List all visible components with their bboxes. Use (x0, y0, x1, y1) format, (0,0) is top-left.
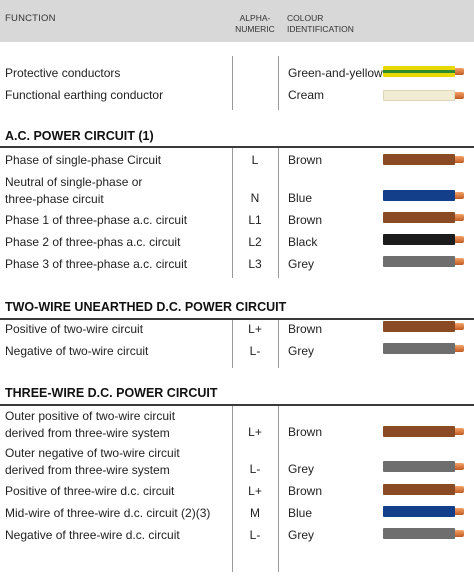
section-divider (0, 318, 474, 320)
brown-wire-icon (383, 212, 463, 223)
colour-cell: Grey (288, 344, 315, 358)
code-cell: L- (249, 528, 261, 542)
function-cell: Negative of two-wire circuit (5, 344, 149, 358)
function-cell: Phase 2 of three-phas a.c. circuit (5, 235, 181, 249)
column-divider (278, 318, 279, 368)
header-function: FUNCTION (5, 13, 56, 24)
table-header (0, 0, 474, 42)
header-alpha-line2: NUMERIC (235, 24, 275, 34)
code-cell: L+ (248, 425, 262, 439)
function-line: Outer negative of two-wire circuit (5, 446, 180, 460)
column-divider (232, 146, 233, 278)
column-divider (278, 56, 279, 110)
function-cell: Positive of three-wire d.c. circuit (5, 484, 175, 498)
function-cell: Positive of two-wire circuit (5, 322, 144, 336)
column-divider (232, 318, 233, 368)
colour-cell: Blue (288, 506, 313, 520)
code-cell: L1 (248, 213, 262, 227)
grey-wire-icon (383, 528, 463, 539)
colour-cell: Black (288, 235, 318, 249)
function-line: derived from three-wire system (5, 462, 170, 477)
grey-wire-icon (383, 343, 463, 354)
function-cell: Mid-wire of three-wire d.c. circuit (2)(3) (5, 506, 211, 520)
function-cell: Negative of three-wire d.c. circuit (5, 528, 180, 542)
header-alphanumeric (233, 13, 277, 35)
code-cell: L+ (248, 322, 262, 336)
brown-wire-icon (383, 426, 463, 437)
function-cell (5, 174, 142, 207)
colour-cell: Brown (288, 484, 323, 498)
code-cell: L (251, 153, 259, 167)
colour-cell: Grey (288, 257, 315, 271)
grey-wire-icon (383, 461, 463, 472)
section-title-dc2: TWO-WIRE UNEARTHED D.C. POWER CIRCUIT (5, 300, 287, 314)
brown-wire-icon (383, 321, 463, 332)
code-cell: L- (249, 344, 261, 358)
section-divider (0, 146, 474, 148)
colour-cell: Brown (288, 153, 323, 167)
code-cell: N (250, 191, 260, 205)
header-alpha-line1: ALPHA- (239, 13, 271, 23)
cream-wire-icon (383, 90, 463, 101)
blue-wire-icon (383, 506, 463, 517)
colour-cell: Grey (288, 528, 315, 542)
code-cell: M (250, 506, 260, 520)
colour-cell: Brown (288, 425, 323, 439)
section-divider (0, 404, 474, 406)
function-line: Neutral of single-phase or (5, 175, 143, 189)
function-cell (5, 445, 180, 478)
colour-cell: Green-and-yellow (288, 66, 383, 80)
black-wire-icon (383, 234, 463, 245)
function-cell: Protective conductors (5, 66, 121, 80)
function-cell: Phase 1 of three-phase a.c. circuit (5, 213, 188, 227)
brown-wire-icon (383, 484, 463, 495)
column-divider (278, 146, 279, 278)
function-line: derived from three-wire system (5, 425, 170, 440)
colour-cell: Brown (288, 322, 323, 336)
colour-cell: Grey (288, 462, 315, 476)
header-colour-line1: COLOUR (287, 13, 324, 23)
section-title-ac: A.C. POWER CIRCUIT (1) (5, 129, 154, 143)
function-line: Outer positive of two-wire circuit (5, 409, 176, 423)
code-cell: L3 (248, 257, 262, 271)
section-title-dc3: THREE-WIRE D.C. POWER CIRCUIT (5, 386, 218, 400)
colour-cell: Blue (288, 191, 313, 205)
column-divider (278, 404, 279, 572)
function-cell: Functional earthing conductor (5, 88, 164, 102)
function-line: three-phase circuit (5, 191, 104, 206)
function-cell: Phase of single-phase Circuit (5, 153, 162, 167)
colour-cell: Cream (288, 88, 325, 102)
code-cell: L2 (248, 235, 262, 249)
header-colour-line2: IDENTIFICATION (287, 24, 354, 34)
colour-cell: Brown (288, 213, 323, 227)
brown-wire-icon (383, 154, 463, 165)
column-divider (232, 404, 233, 572)
header-colour-identification (287, 13, 354, 35)
grey-wire-icon (383, 256, 463, 267)
green-yellow-wire-icon (383, 66, 463, 77)
column-divider (232, 56, 233, 110)
code-cell: L- (249, 462, 261, 476)
code-cell: L+ (248, 484, 262, 498)
blue-wire-icon (383, 190, 463, 201)
function-cell (5, 408, 175, 441)
function-cell: Phase 3 of three-phase a.c. circuit (5, 257, 188, 271)
